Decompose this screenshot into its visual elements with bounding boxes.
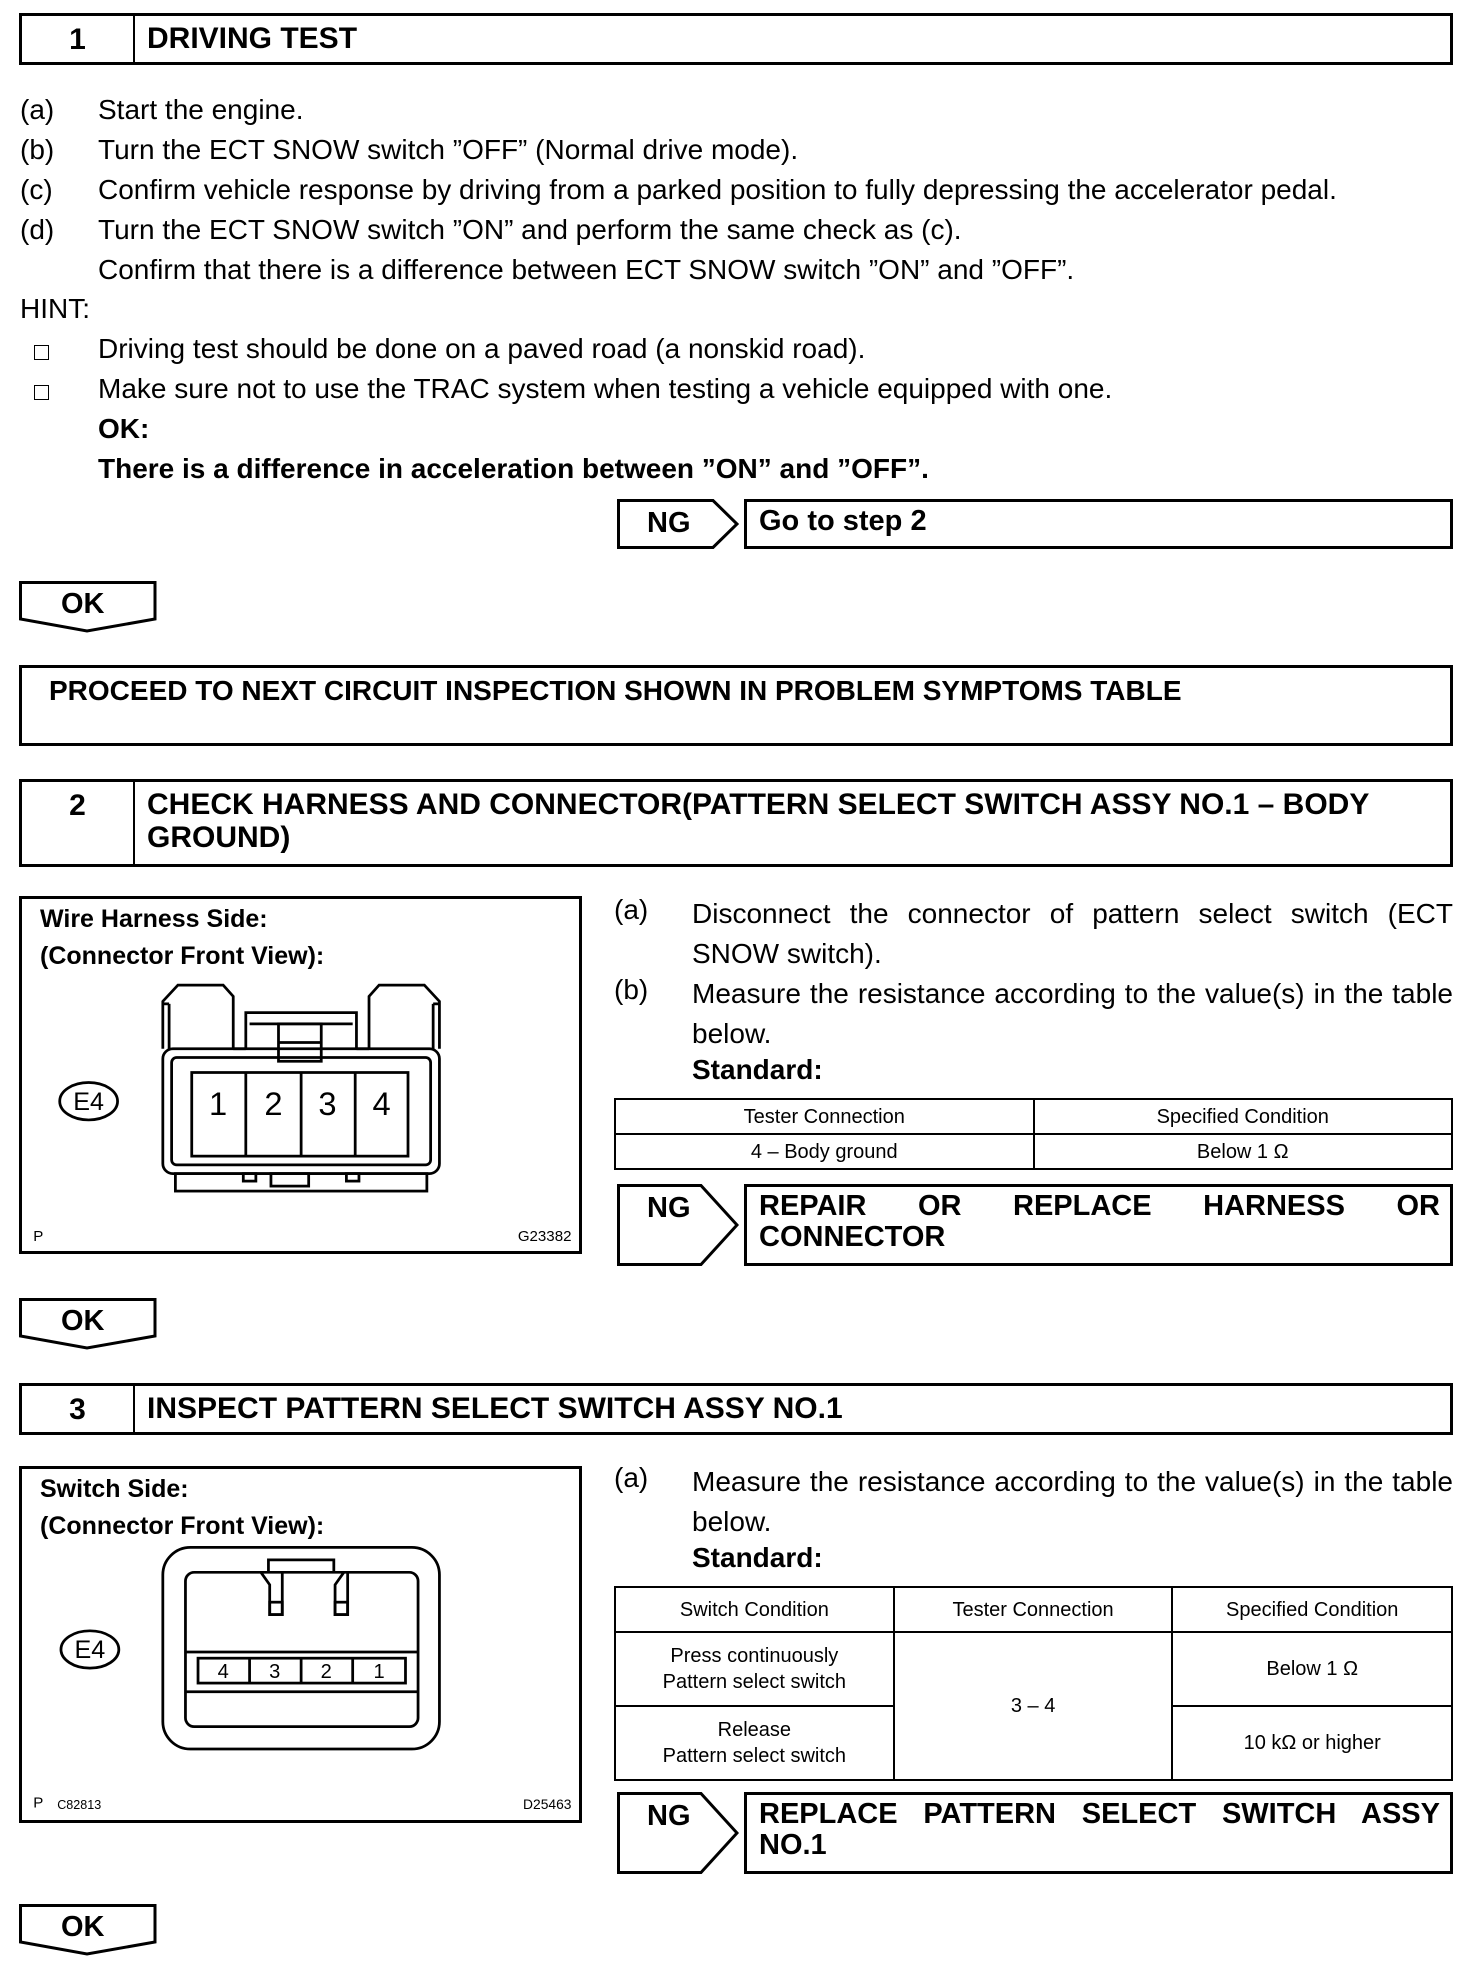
hint-text: Make sure not to use the TRAC system when testing a vehicle equipped with one. bbox=[98, 373, 1113, 404]
figure-code: D25463 bbox=[523, 1796, 572, 1812]
ok-arrow bbox=[19, 581, 157, 633]
proceed-text: PROCEED TO NEXT CIRCUIT INSPECTION SHOWN IN PROBLEM SYMPTOMS TABLE bbox=[49, 675, 1182, 706]
column-header: Switch Condition bbox=[615, 1587, 894, 1632]
proceed-box bbox=[19, 665, 1453, 746]
condition-line: Pattern select switch bbox=[662, 1745, 847, 1767]
condition-line: Press continuously bbox=[670, 1645, 839, 1667]
step-title: DRIVING TEST bbox=[147, 22, 358, 55]
standard-label: Standard: bbox=[692, 1542, 823, 1573]
step-number: 3 bbox=[22, 1386, 135, 1432]
connector-code: E4 bbox=[74, 1636, 106, 1665]
diagram-title: Switch Side: bbox=[40, 1475, 189, 1503]
ng-arrow bbox=[617, 1792, 739, 1874]
item-label: (a) bbox=[614, 894, 649, 925]
ng-arrow bbox=[617, 499, 739, 549]
table-header-row bbox=[615, 1587, 1452, 1632]
cell-switch-condition bbox=[615, 1632, 894, 1706]
table-row bbox=[615, 1134, 1452, 1169]
item-label: (b) bbox=[20, 134, 55, 165]
ok-label: OK bbox=[61, 1911, 105, 1943]
item-text: Disconnect the connector of pattern select switch (ECT SNOW switch). bbox=[692, 898, 1453, 969]
diagram-title: Wire Harness Side: bbox=[40, 905, 268, 933]
item-text: Turn the ECT SNOW switch ”ON” and perform the same check as (c). bbox=[98, 214, 962, 245]
ng-label: NG bbox=[647, 1800, 691, 1832]
item-text: Confirm vehicle response by driving from a parked position to fully depressing the accelerator pedal. bbox=[98, 174, 1337, 205]
cell-specified-condition: 10 kΩ or higher bbox=[1172, 1706, 1452, 1780]
standard-table bbox=[614, 1098, 1453, 1170]
connector-code: E4 bbox=[73, 1088, 105, 1116]
ng-action-repair-harness[interactable] bbox=[744, 1184, 1453, 1266]
ng-action-text: REPLACE PATTERN SELECT SWITCH ASSY NO.1 bbox=[759, 1798, 1440, 1861]
item-text: Confirm that there is a difference between ECT SNOW switch ”ON” and ”OFF”. bbox=[98, 254, 1075, 285]
cell-tester-connection: 4 – Body ground bbox=[615, 1134, 1034, 1169]
ng-action-replace-switch[interactable] bbox=[744, 1792, 1453, 1874]
column-header: Specified Condition bbox=[1172, 1587, 1452, 1632]
connector-e4-switch-icon bbox=[22, 1469, 579, 1820]
condition-line: Pattern select switch bbox=[662, 1671, 847, 1693]
item-text: Measure the resistance according to the value(s) in the table below. bbox=[692, 978, 1453, 1049]
pin-label: 4 bbox=[372, 1086, 391, 1122]
ng-action-goto-step2[interactable] bbox=[744, 499, 1453, 549]
ok-arrow bbox=[19, 1298, 157, 1350]
corner-mark: P bbox=[33, 1228, 44, 1245]
diagram-subtitle: (Connector Front View): bbox=[40, 1512, 325, 1540]
ng-label: NG bbox=[647, 507, 691, 539]
table-header-row bbox=[615, 1099, 1452, 1134]
item-label: (c) bbox=[20, 174, 53, 205]
item-text: Measure the resistance according to the value(s) in the table below. bbox=[692, 1466, 1453, 1537]
bullet-square-icon bbox=[34, 385, 49, 400]
cell-specified-condition: Below 1 Ω bbox=[1172, 1632, 1452, 1706]
bullet-square-icon bbox=[34, 345, 49, 360]
ok-label: OK bbox=[61, 1305, 105, 1337]
pin-label: 4 bbox=[217, 1661, 229, 1684]
pin-label: 1 bbox=[373, 1661, 385, 1684]
connector-e4-harness-icon bbox=[22, 899, 579, 1251]
item-label: (d) bbox=[20, 214, 55, 245]
column-header: Specified Condition bbox=[1034, 1099, 1453, 1134]
ok-label: OK bbox=[61, 588, 105, 620]
step1-header bbox=[19, 13, 1453, 65]
ok-criteria: There is a difference in acceleration between ”ON” and ”OFF”. bbox=[98, 453, 929, 484]
standard-table bbox=[614, 1586, 1453, 1781]
figure-code-left: C82813 bbox=[57, 1797, 102, 1812]
hint-label: HINT: bbox=[20, 293, 90, 324]
wire-harness-connector-diagram bbox=[19, 896, 582, 1254]
corner-mark: P bbox=[33, 1794, 44, 1812]
pin-label: 1 bbox=[209, 1086, 228, 1122]
step-title: CHECK HARNESS AND CONNECTOR(PATTERN SELECT SWITCH ASSY NO.1 – BODY GROUND) bbox=[147, 788, 1369, 854]
step2-header bbox=[19, 779, 1453, 867]
ng-label: NG bbox=[647, 1192, 691, 1224]
ng-action-text: Go to step 2 bbox=[759, 505, 927, 537]
column-header: Tester Connection bbox=[894, 1587, 1173, 1632]
ok-label: OK: bbox=[98, 413, 150, 444]
column-header: Tester Connection bbox=[615, 1099, 1034, 1134]
pin-label: 2 bbox=[320, 1661, 332, 1684]
figure-code: G23382 bbox=[517, 1228, 572, 1245]
step3-header bbox=[19, 1383, 1453, 1435]
cell-tester-connection: 3 – 4 bbox=[894, 1632, 1173, 1780]
ng-arrow bbox=[617, 1184, 739, 1266]
step-number: 2 bbox=[22, 782, 135, 864]
standard-label: Standard: bbox=[692, 1054, 823, 1085]
table-row bbox=[615, 1632, 1452, 1706]
item-text: Start the engine. bbox=[98, 94, 304, 125]
ng-action-text: REPAIR OR REPLACE HARNESS OR CONNECTOR bbox=[759, 1190, 1440, 1253]
item-text: Turn the ECT SNOW switch ”OFF” (Normal drive mode). bbox=[98, 134, 799, 165]
diagram-subtitle: (Connector Front View): bbox=[40, 942, 325, 970]
item-label: (b) bbox=[614, 974, 649, 1005]
hint-text: Driving test should be done on a paved road (a nonskid road). bbox=[98, 333, 866, 364]
pin-label: 3 bbox=[318, 1086, 337, 1122]
item-label: (a) bbox=[20, 94, 55, 125]
switch-connector-diagram bbox=[19, 1466, 582, 1823]
ok-arrow bbox=[19, 1904, 157, 1956]
item-label: (a) bbox=[614, 1462, 649, 1493]
step-title: INSPECT PATTERN SELECT SWITCH ASSY NO.1 bbox=[147, 1392, 843, 1425]
cell-switch-condition bbox=[615, 1706, 894, 1780]
pin-label: 3 bbox=[269, 1661, 281, 1684]
step-number: 1 bbox=[22, 16, 135, 62]
condition-line: Release bbox=[717, 1719, 792, 1741]
pin-label: 2 bbox=[264, 1086, 283, 1122]
cell-specified-condition: Below 1 Ω bbox=[1034, 1134, 1453, 1169]
